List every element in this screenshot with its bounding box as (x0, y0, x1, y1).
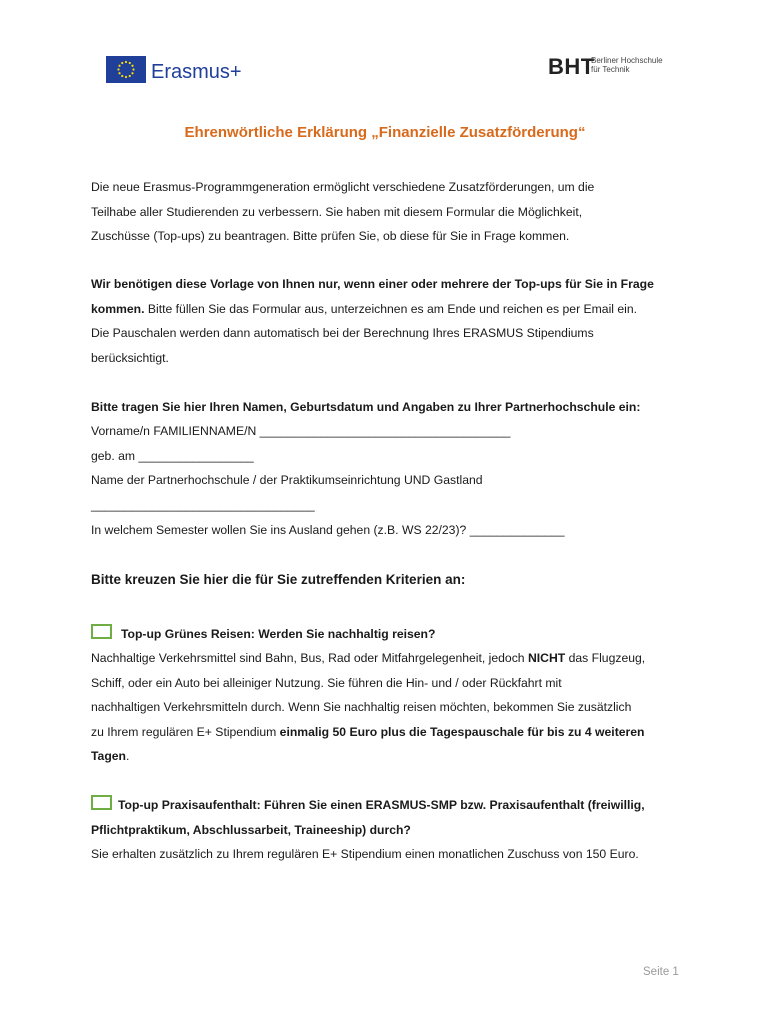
semester-field[interactable]: ______________ (469, 523, 565, 537)
page-number: Seite 1 (643, 966, 679, 978)
bht-subtitle-line1: Berliner Hochschule (591, 56, 663, 65)
name-field-row (91, 423, 510, 439)
bht-logo-text: BHT (548, 54, 595, 79)
semester-field-row (91, 522, 565, 538)
intro-line-1: Die neue Erasmus-Programmgeneration ermöglicht verschiedene Zusatzförderungen, um die (91, 180, 595, 194)
intro-line-2: Teilhabe aller Studierenden zu verbessern. Sie haben mit diesem Formular die Möglichkeit, (91, 205, 583, 219)
green-l1-a: Nachhaltige Verkehrsmittel sind Bahn, Bus, Rad oder Mitfahrgelegenheit, jedoch (91, 651, 528, 665)
practice-stay-heading-line-2: Pflichtpraktikum, Abschlussarbeit, Traineeship) durch? (91, 823, 411, 837)
green-travel-line-5 (91, 748, 129, 764)
green-travel-line-3: nachhaltigen Verkehrsmitteln durch. Wenn Sie nachhaltig reisen möchten, bekommen Sie zusätzlich (91, 700, 632, 714)
name-field[interactable]: _____________________________________ (259, 424, 511, 438)
dob-field[interactable]: _________________ (138, 449, 254, 463)
green-travel-checkbox[interactable] (91, 624, 112, 639)
green-travel-line-1 (91, 650, 645, 666)
practice-stay-checkbox[interactable] (91, 795, 112, 810)
note-line-3: Die Pauschalen werden dann automatisch bei der Berechnung Ihres ERASMUS Stipendiums (91, 326, 594, 340)
practice-stay-line-1: Sie erhalten zusätzlich zu Ihrem regulären E+ Stipendium einen monatlichen Zuschuss von 150 Euro. (91, 847, 639, 861)
erasmus-logo-text: Erasmus+ (151, 61, 242, 83)
intro-line-3: Zuschüsse (Top-ups) zu beantragen. Bitte prüfen Sie, ob diese für Sie in Frage kommen. (91, 229, 570, 243)
note-line-2-rest: Bitte füllen Sie das Formular aus, unterzeichnen es am Ende und reichen es per Email ein. (144, 302, 638, 316)
dob-field-row (91, 448, 254, 464)
green-travel-heading: Top-up Grünes Reisen: Werden Sie nachhaltig reisen? (121, 627, 436, 641)
dob-label: geb. am (91, 449, 139, 463)
form-heading: Bitte tragen Sie hier Ihren Namen, Geburtsdatum und Angaben zu Ihrer Partnerhochschule ein: (91, 400, 641, 414)
green-l4-a: zu Ihrem regulären E+ Stipendium (91, 725, 280, 739)
note-line-2 (91, 301, 637, 317)
green-l1-c: das Flugzeug, (565, 651, 646, 665)
bht-subtitle-line2: für Technik (591, 65, 630, 74)
document-title: Ehrenwörtliche Erklärung „Finanzielle Zusatzförderung“ (184, 124, 586, 141)
green-travel-line-4 (91, 724, 645, 740)
green-travel-line-2: Schiff, oder ein Auto bei alleiniger Nutzung. Sie führen die Hin- und / oder Rückfahrt mit (91, 676, 562, 690)
green-l1-nicht: NICHT (527, 651, 566, 665)
criteria-heading: Bitte kreuzen Sie hier die für Sie zutreffenden Kriterien an: (91, 572, 466, 587)
note-line-4: berücksichtigt. (91, 351, 169, 365)
note-line-1: Wir benötigen diese Vorlage von Ihnen nur, wenn einer oder mehrere der Top-ups für Sie in Frage (91, 277, 654, 291)
green-l5-c: . (126, 749, 130, 763)
name-label: Vorname/n FAMILIENNAME/N (91, 424, 260, 438)
practice-stay-heading-line-1: Top-up Praxisaufenthalt: Führen Sie einen ERASMUS-SMP bzw. Praxisaufenthalt (freiwillig, (118, 798, 645, 812)
semester-label: In welchem Semester wollen Sie ins Ausland gehen (z.B. WS 22/23)? (91, 523, 470, 537)
green-l5-b: Tagen (91, 749, 126, 763)
eu-flag-icon (106, 56, 146, 83)
bht-subtitle (591, 56, 663, 74)
bht-logo (548, 55, 595, 79)
partner-field[interactable]: _________________________________ (91, 498, 315, 512)
note-line-2-bold: kommen. (91, 302, 145, 316)
partner-label: Name der Partnerhochschule / der Praktikumseinrichtung UND Gastland (91, 473, 483, 487)
green-l4-b: einmalig 50 Euro plus die Tagespauschale für bis zu 4 weiteren (279, 725, 645, 739)
